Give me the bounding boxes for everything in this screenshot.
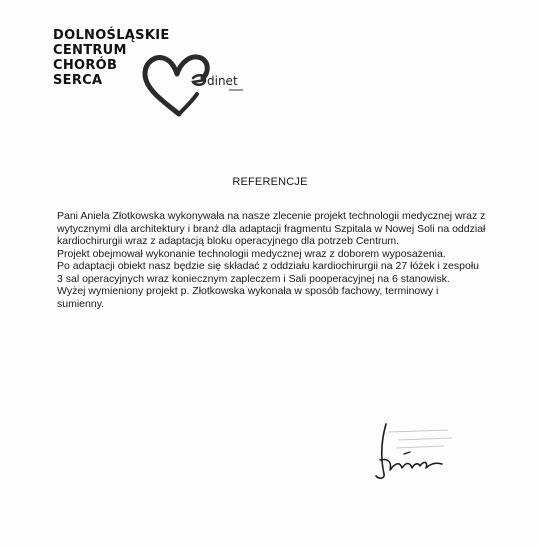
document-body <box>57 210 487 310</box>
medinet-heart-logo <box>131 48 251 118</box>
signature-stamp <box>340 418 490 488</box>
paragraph-4: Wyżej wymieniony projekt p. Złotkowska wykonała w sposób fachowy, terminowy i sumienny. <box>57 285 439 310</box>
org-name-line-1: DOLNOŚLĄSKIE <box>53 28 170 43</box>
org-name-line-2: CENTRUM <box>53 43 127 58</box>
org-name-line-4: SERCA <box>53 73 103 88</box>
document-title: REFERENCJE <box>232 176 308 188</box>
svg-text:dinet: dinet <box>207 74 238 88</box>
paragraph-1: Pani Aniela Złotkowska wykonywała na nasze zlecenie projekt technologii medycznej wraz z wytycznymi dla architektury i branż dla adaptacji fragmentu Szpitala w Nowej Soli na oddział kardiochirurgii wraz z adaptacją bloku operacyjnego dla potrzeb Centrum. <box>57 210 486 247</box>
letterhead <box>53 28 253 108</box>
org-name-line-3: CHORÓB <box>53 58 118 73</box>
paragraph-3: Po adaptacji obiekt nasz będzie się składać z oddziału kardiochirurgii na 27 łóżek i zespołu 3 sal operacyjnych wraz koniecznym zapleczem i Sali pooperacyjnej na 6 stanowisk. <box>57 260 479 285</box>
paragraph-2: Projekt obejmował wykonanie technologii medycznej wraz z doborem wyposażenia. <box>57 247 446 260</box>
